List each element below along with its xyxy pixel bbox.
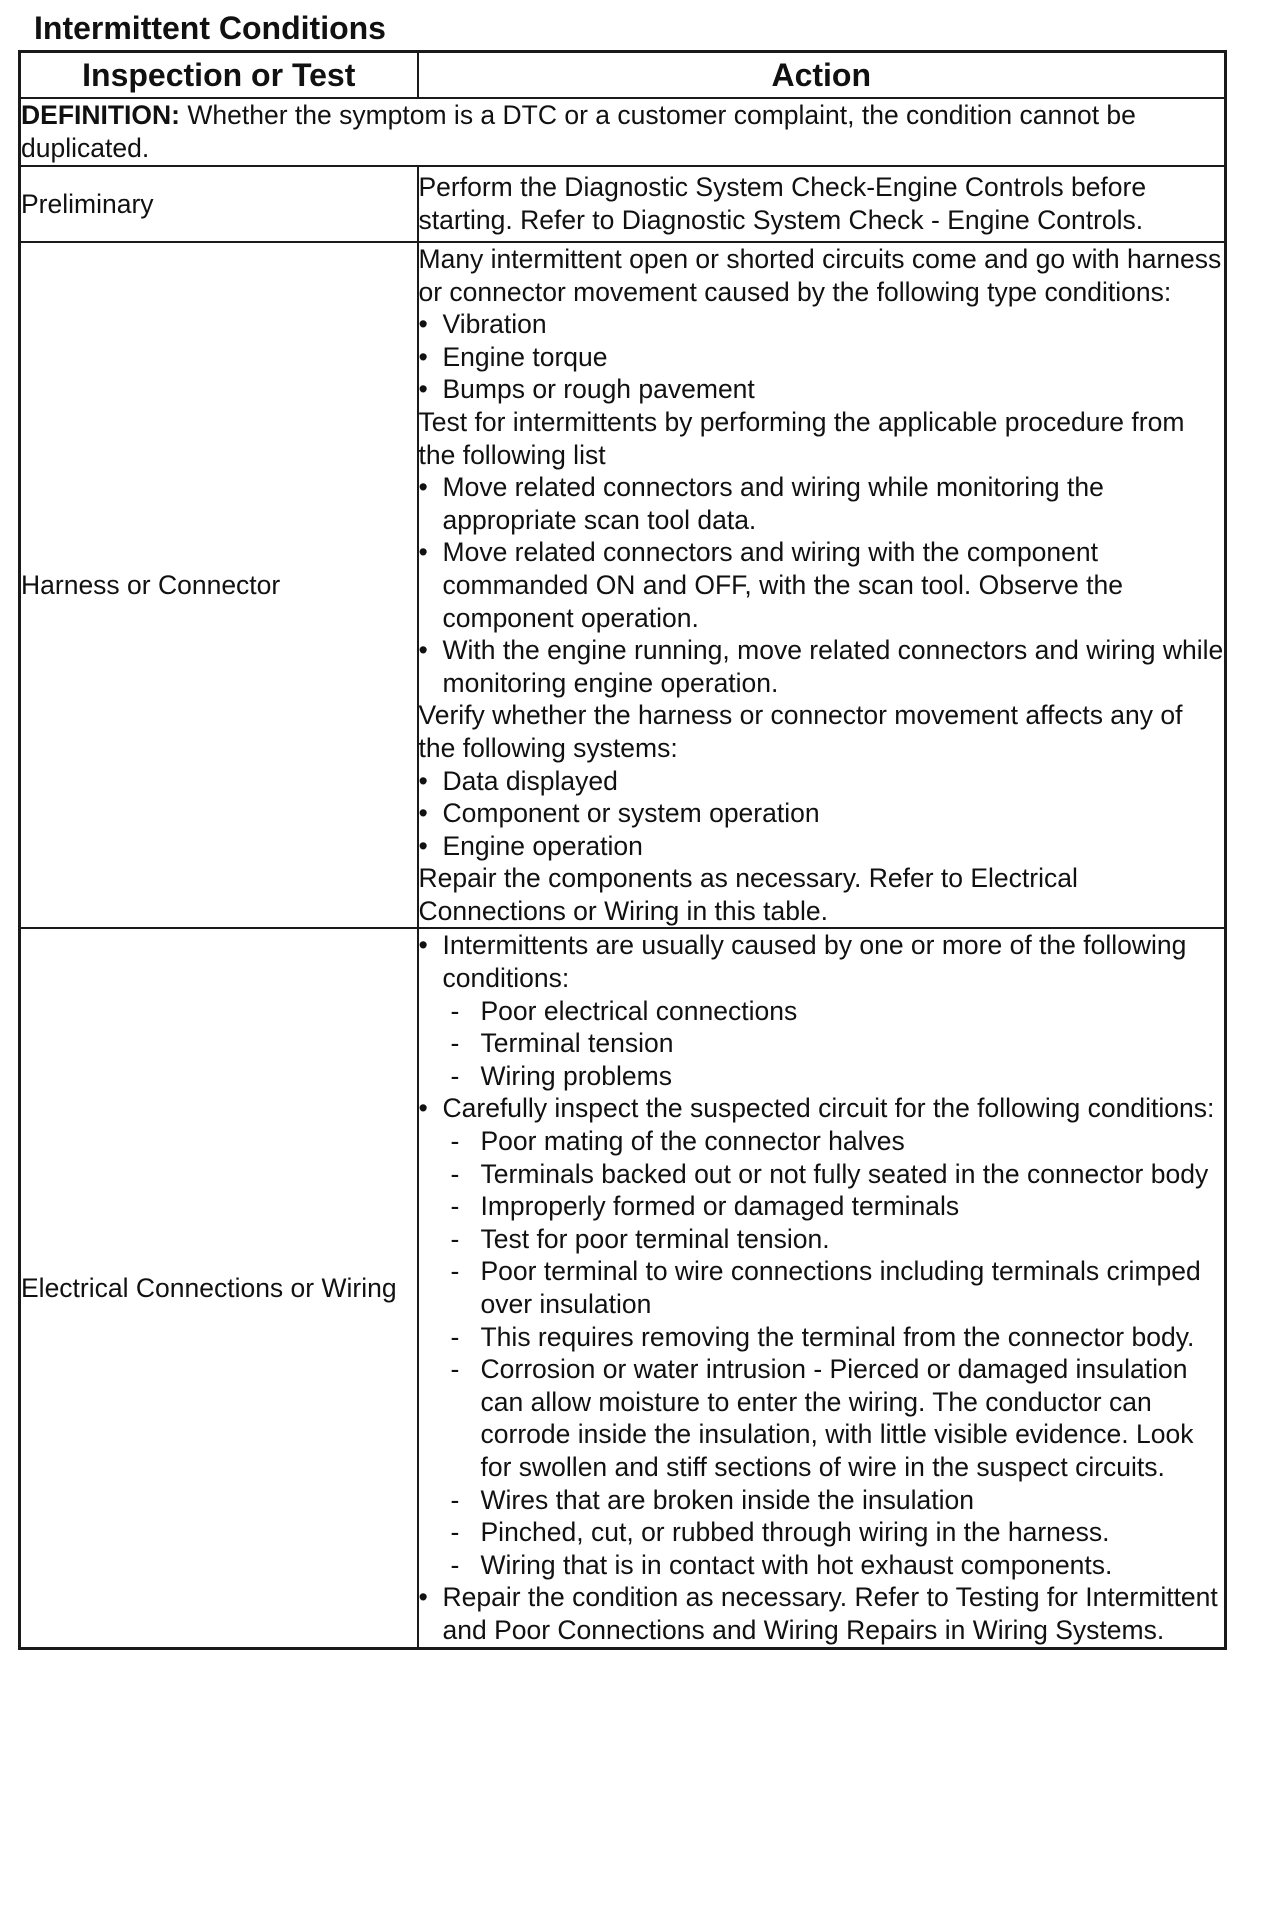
sub-list-item (419, 1484, 1225, 1517)
list-item (419, 929, 1225, 994)
electrical-action (418, 928, 1226, 1648)
bullet-marker: • (418, 635, 428, 666)
preliminary-label: Preliminary (20, 166, 418, 242)
sub-list-item (419, 1353, 1225, 1483)
procedure-text: Move related connectors and wiring with the component commanded ON and OFF, with the scan tool. Observe the component operation. (442, 537, 1123, 633)
bullet-marker: • (418, 341, 428, 372)
list-item (419, 341, 1225, 374)
table-row-preliminary (20, 166, 1226, 242)
sub-list-item (419, 1321, 1225, 1354)
definition-label: DEFINITION: (21, 100, 180, 131)
sub-list-item (419, 1516, 1225, 1549)
condition-text: Engine torque (442, 341, 608, 372)
sub-list-item (419, 1190, 1225, 1223)
harness-test-intro: Test for intermittents by performing the applicable procedure from the following list (418, 406, 1185, 470)
sub-item-text: Pinched, cut, or rubbed through wiring in the harness. (480, 1517, 1110, 1548)
sub-item-text: Wires that are broken inside the insulation (480, 1484, 974, 1515)
dash-marker: - (450, 1517, 460, 1548)
sub-item-text: Test for poor terminal tension. (480, 1223, 830, 1254)
list-item (419, 830, 1225, 863)
harness-label: Harness or Connector (20, 242, 418, 928)
sub-item-text: Wiring problems (480, 1060, 672, 1091)
system-text: Component or system operation (442, 798, 820, 829)
list-item (419, 536, 1225, 634)
preliminary-action: Perform the Diagnostic System Check-Engine Controls before starting. Refer to Diagnostic System Check - Engine Controls. (418, 166, 1226, 242)
dash-marker: - (450, 1549, 460, 1580)
list-item (419, 308, 1225, 341)
bullet-marker: • (418, 537, 428, 568)
bullet-marker: • (418, 765, 428, 796)
sub-item-text: Terminals backed out or not fully seated in the connector body (480, 1158, 1209, 1189)
bullet-marker: • (418, 309, 428, 340)
sub-item-text: Terminal tension (480, 1028, 674, 1059)
sub-list-item (419, 1223, 1225, 1256)
list-item (419, 797, 1225, 830)
list-item (419, 471, 1225, 536)
definition-cell (20, 98, 1226, 166)
harness-intro: Many intermittent open or shorted circuits come and go with harness or connector movement caused by the following type conditions: (418, 244, 1222, 307)
dash-marker: - (450, 1158, 460, 1189)
sub-list-item (419, 995, 1225, 1028)
definition-text: Whether the symptom is a DTC or a customer complaint, the condition cannot be duplicated. (21, 100, 1136, 163)
intermittent-conditions-table (18, 50, 1227, 1650)
sub-list-item (419, 1060, 1225, 1093)
bullet-marker: • (418, 1582, 428, 1613)
dash-marker: - (450, 1223, 460, 1254)
bullet-marker: • (418, 472, 428, 503)
bullet-marker: • (418, 374, 428, 405)
sub-list-item (419, 1158, 1225, 1191)
sub-item-text: Wiring that is in contact with hot exhaust components. (480, 1549, 1113, 1580)
sub-item-text: Improperly formed or damaged terminals (480, 1191, 960, 1222)
sub-item-text: Poor electrical connections (480, 995, 798, 1026)
sub-list-item (419, 1125, 1225, 1158)
table-row-harness (20, 242, 1226, 928)
harness-repair: Repair the components as necessary. Refer to Electrical Connections or Wiring in this table. (418, 863, 1078, 926)
sub-item-text: Poor terminal to wire connections including terminals crimped over insulation (480, 1256, 1201, 1319)
sub-item-text: This requires removing the terminal from the connector body. (480, 1321, 1195, 1352)
electrical-label: Electrical Connections or Wiring (20, 928, 418, 1648)
dash-marker: - (450, 1126, 460, 1157)
bullet-text: Carefully inspect the suspected circuit for the following conditions: (442, 1093, 1215, 1124)
bullet-marker: • (418, 930, 428, 961)
dash-marker: - (450, 1354, 460, 1385)
header-inspection: Inspection or Test (20, 52, 418, 99)
sub-list-item (419, 1027, 1225, 1060)
list-item (419, 1092, 1225, 1125)
dash-marker: - (450, 1028, 460, 1059)
dash-marker: - (450, 1256, 460, 1287)
dash-marker: - (450, 1321, 460, 1352)
bullet-marker: • (418, 798, 428, 829)
dash-marker: - (450, 1060, 460, 1091)
harness-verify-intro: Verify whether the harness or connector movement affects any of the following systems: (418, 700, 1183, 763)
list-item (419, 373, 1225, 406)
harness-action (418, 242, 1226, 928)
header-row (20, 52, 1226, 99)
definition-row (20, 98, 1226, 166)
bullet-text: Repair the condition as necessary. Refer to Testing for Intermittent and Poor Connections and Wiring Repairs in Wiring Systems. (442, 1582, 1218, 1645)
system-text: Engine operation (442, 830, 643, 861)
list-item (419, 634, 1225, 699)
list-item (419, 765, 1225, 798)
header-action: Action (418, 52, 1226, 99)
list-item (419, 1581, 1225, 1646)
bullet-text: Intermittents are usually caused by one or more of the following conditions: (442, 930, 1187, 994)
table-row-electrical (20, 928, 1226, 1648)
dash-marker: - (450, 1484, 460, 1515)
sub-list-item (419, 1255, 1225, 1320)
sub-list-item (419, 1549, 1225, 1582)
system-text: Data displayed (442, 765, 618, 796)
condition-text: Bumps or rough pavement (442, 374, 755, 405)
procedure-text: Move related connectors and wiring while monitoring the appropriate scan tool data. (442, 472, 1104, 535)
dash-marker: - (450, 1191, 460, 1222)
page-title: Intermittent Conditions (34, 10, 386, 46)
bullet-marker: • (418, 1093, 428, 1124)
procedure-text: With the engine running, move related connectors and wiring while monitoring engine operation. (442, 635, 1224, 698)
condition-text: Vibration (442, 309, 547, 340)
dash-marker: - (450, 995, 460, 1026)
sub-item-text: Poor mating of the connector halves (480, 1126, 905, 1157)
sub-item-text: Corrosion or water intrusion - Pierced or damaged insulation can allow moisture to enter the wiring. The conductor can corrode inside the insulation, with little visible evidence. Look for swollen and stiff sections of wire in the suspect circuits. (480, 1354, 1194, 1482)
bullet-marker: • (418, 830, 428, 861)
